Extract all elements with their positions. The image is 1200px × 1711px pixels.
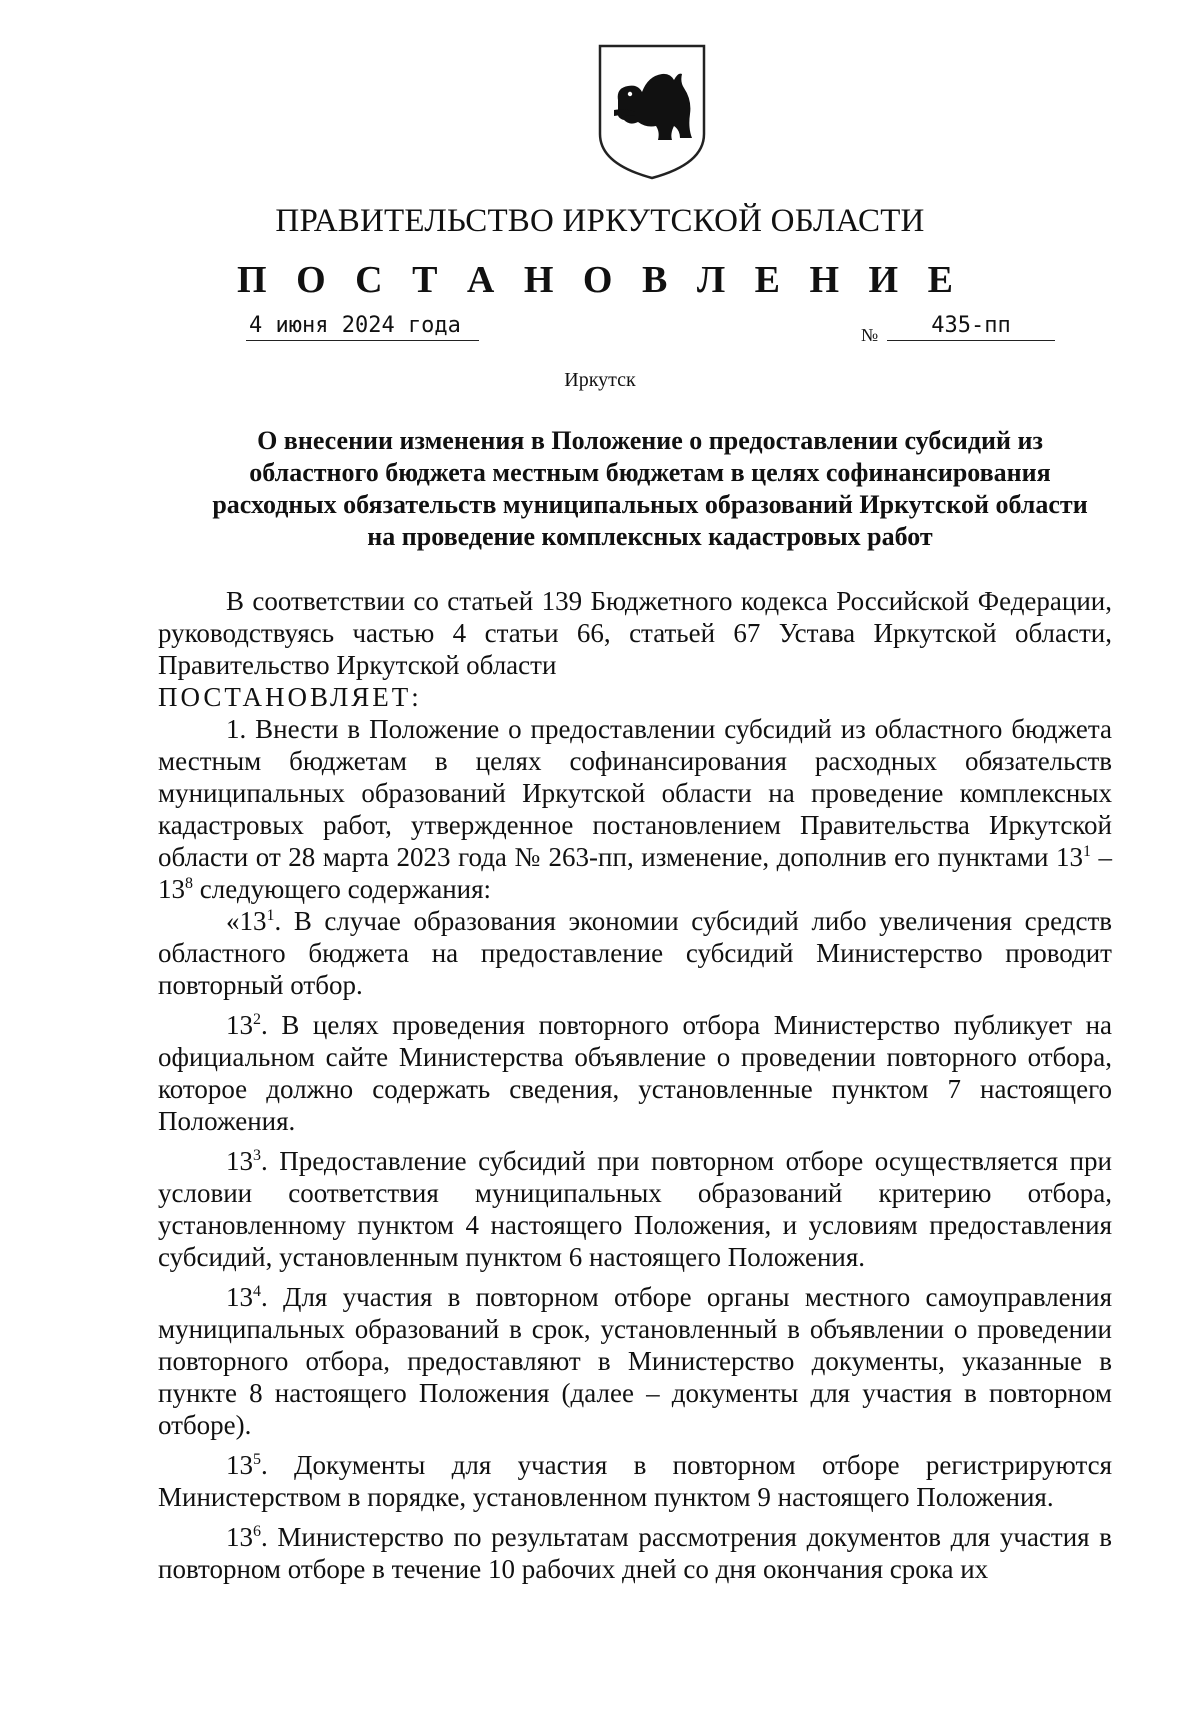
clause-paragraph [158,905,1112,1001]
decree-date: 4 июня 2024 года [246,313,479,341]
resolves-heading: ПОСТАНОВЛЯЕТ: [158,682,422,712]
clause-sup: 2 [253,1011,261,1028]
clause-prefix: 13 [226,1146,253,1176]
clause-sup: 6 [253,1523,261,1540]
clause-sup: 5 [253,1451,261,1468]
clause-text: . Предоставление субсидий при повторном отборе осуществляется при условии соответствия муниципальных образований критерию отбора, установленному пунктом 4 настоящего Положения, и условиям предоставления субсидий, установленным пунктом 6 настоящего Положения. [158,1146,1112,1272]
clause-paragraph [158,1009,1112,1137]
clause-text: . Министерство по результатам рассмотрения документов для участия в повторном отборе в течение 10 рабочих дней со дня окончания срока их [158,1522,1112,1584]
clause-text: . В целях проведения повторного отбора Министерство публикует на официальном сайте Министерства объявление о проведении повторного отбора, которое должно содержать сведения, установленные пунктом 7 настоящего Положения. [158,1010,1112,1136]
document-type-title: П О С Т А Н О В Л Е Н И Е [237,259,963,301]
decree-body [158,585,1112,1585]
decree-number: 435-пп [887,313,1055,341]
number-sign: № [861,325,879,345]
item-1-dash: – 13 [158,842,1112,904]
clause-prefix: «13 [226,906,267,936]
item-1-text: 1. Внести в Положение о предоставлении субсидий из областного бюджета местным бюджетам в целях софинансирования расходных обязательств муниципальных образований Иркутской области на проведение комплексных кадастровых работ, утвержденное постановлением Правительства Иркутской области от 28 марта 2023 года № 263-пп, изменение, дополнив его пунктами 13 [158,714,1112,872]
item-1-sup-from: 1 [1082,843,1091,860]
clause-paragraph [158,1281,1112,1441]
clause-sup: 1 [266,907,275,924]
clause-prefix: 13 [226,1010,253,1040]
clause-paragraph [158,1449,1112,1513]
item-1-sup-to: 8 [185,875,193,892]
clause-text: . Документы для участия в повторном отборе регистрируются Министерством в порядке, установленном пунктом 9 настоящего Положения. [158,1450,1112,1512]
clause-prefix: 13 [226,1522,253,1552]
city-name: Иркутск [564,369,636,391]
item-1-tail: следующего содержания: [193,874,492,904]
government-name: ПРАВИТЕЛЬСТВО ИРКУТСКОЙ ОБЛАСТИ [275,203,925,239]
clause-paragraph [158,1145,1112,1273]
clause-sup: 3 [253,1147,261,1164]
clause-sup: 4 [253,1283,261,1300]
item-1-paragraph [158,713,1112,905]
coat-of-arms-emblem-icon [596,42,708,182]
decree-subject: О внесении изменения в Положение о предоставлении субсидий из областного бюджета местным бюджетам в целях софинансирования расходных обязательств муниципальных образований Иркутской области на проведение комплексных кадастровых работ [212,426,1088,551]
clause-prefix: 13 [226,1282,253,1312]
clause-paragraph [158,1521,1112,1585]
clause-text: . Для участия в повторном отборе органы местного самоуправления муниципальных образований в срок, установленный в объявлении о проведении повторного отбора, предоставляют в Министерство документы, указанные в пункте 8 настоящего Положения (далее – документы для участия в повторном отборе). [158,1282,1112,1440]
clause-prefix: 13 [226,1450,253,1480]
intro-paragraph: В соответствии со статьей 139 Бюджетного кодекса Российской Федерации, руководствуясь частью 4 статьи 66, статьей 67 Устава Иркутской области, Правительство Иркутской области [158,586,1112,680]
clause-text: . В случае образования экономии субсидий либо увеличения средств областного бюджета на предоставление субсидий Министерство проводит повторный отбор. [158,906,1112,1000]
